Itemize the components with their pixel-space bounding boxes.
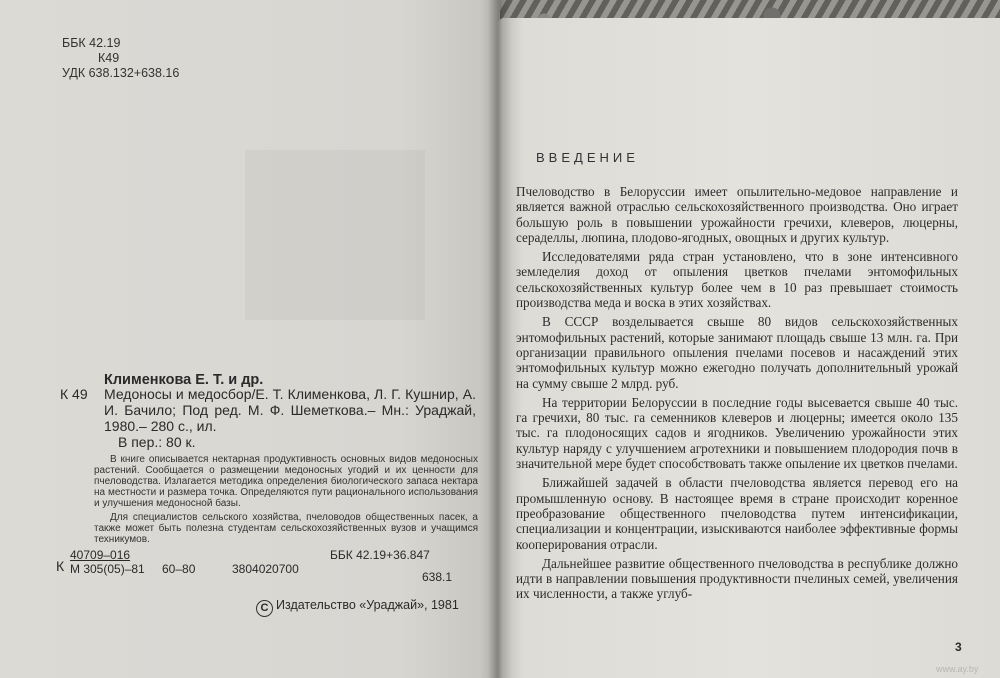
page-number: 3 — [955, 640, 962, 654]
card-description: Медоносы и медосбор/Е. Т. Клименкова, Л. Г. Кушнир, А. И. Бачило; Под ред. М. Ф. Шеметкова.– Мн.: Ураджай, 1980.– 280 с., ил. — [104, 386, 476, 434]
bib-bbk2: 638.1 — [422, 570, 453, 584]
author-code: К49 — [98, 51, 120, 65]
watermark: www.ay.by — [936, 664, 979, 674]
bbk-code: ББК 42.19 — [62, 36, 121, 50]
bib-line2: М 305(05)–81 — [70, 562, 145, 576]
copyright-line — [256, 598, 459, 617]
annotation-paragraph: Для специалистов сельского хозяйства, пчеловодов общественных пасек, а также может быть полезна студентам сельскохозяйственных вузов и учащимся техникумов. — [94, 512, 478, 545]
body-paragraph: Ближайшей задачей в области пчеловодства является перевод его на промышленную основу. В настоящее время в стране происходит коренное преобразование общественного пчеловодства путем интенсификации, специализации и концентрации, изыскиваются наиболее эффективные формы кооперирования отрасли. — [516, 475, 958, 552]
body-paragraph: Дальнейшее развитие общественного пчеловодства в республике должно идти в направлении повышения продуктивности пчелиных семей, увеличения их численности, а также углуб- — [516, 555, 958, 602]
copyright-icon: C — [256, 600, 273, 617]
classification-codes — [62, 36, 179, 81]
copyright-text: Издательство «Ураджай», 1981 — [276, 598, 459, 612]
card-author: Клименкова Е. Т. и др. — [104, 372, 264, 388]
body-paragraph: В СССР возделывается свыше 80 видов сельскохозяйственных энтомофильных растений, которые занимают площадь свыше 13 млн. га. При организации правильного опыления пчелами посевов и насаждений этих энтомофильных культур можно ежегодно получать дополнительный урожай на сумму свыше 2 млрд. руб. — [516, 314, 958, 391]
bib-k-letter: К — [56, 558, 65, 574]
bib-bbk: ББК 42.19+36.847 — [330, 548, 430, 562]
bib-numbers1: 60–80 — [162, 562, 196, 576]
bib-numbers2: 3804020700 — [232, 562, 299, 576]
show-through-shape — [235, 140, 455, 360]
chapter-body — [516, 184, 958, 606]
annotation — [94, 454, 478, 545]
body-paragraph: Пчеловодство в Белоруссии имеет опылительно-медовое направление и является важной отраслью сельскохозяйственного производства. Оно играет большую роль в повышении урожайности гречихи, клеверов, люцерны, сераделлы, люпина, плодово-ягодных, овощных и других культур. — [516, 184, 958, 245]
right-page — [498, 18, 1000, 678]
chapter-heading: ВВЕДЕНИЕ — [536, 150, 639, 165]
udk-code: УДК 638.132+638.16 — [62, 66, 180, 80]
annotation-paragraph: В книге описывается нектарная продуктивность основных видов медоносных растений. Сообщается о размещении медоносных угодий и их ценности для пчеловодства. Излагается методика определения биологического запаса нектара на местности и размера точка. Определяются пути рационального использования и улучшения медоносной базы. — [94, 454, 478, 509]
card-price: В пер.: 80 к. — [118, 434, 196, 450]
show-through-text — [235, 140, 455, 377]
body-paragraph: На территории Белоруссии в последние годы высевается свыше 40 тыс. га гречихи, 80 тыс. га семенников клеверов и люцерны; имеется около 135 тыс. га плодоносящих садов и ягодников. Увеличению урожайности этих культур наряду с улучшением агротехники и повышением плодородия почв в значительной мере будет способствовать также опыление их цветков пчелами. — [516, 394, 958, 472]
bib-line1: 40709–016 — [70, 548, 131, 562]
body-paragraph: Исследователями ряда стран установлено, что в зоне интенсивного земледелия доход от опыления цветков пчелами энтомофильных сельскохозяйственных культур более чем в 10 раз превышает стоимость производства меда и воска в этих хозяйствах. — [516, 249, 958, 311]
book-spine — [488, 0, 512, 678]
card-code: К 49 — [60, 386, 88, 402]
